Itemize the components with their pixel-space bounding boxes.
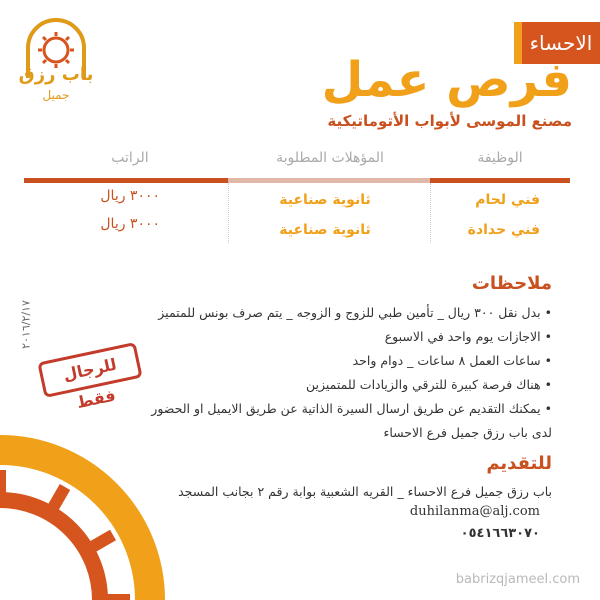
- row-2-salary: ٣٠٠٠ ريال: [100, 216, 160, 232]
- row-2-qualification: ثانوية صناعية: [279, 222, 371, 238]
- row-1-job: فني لحام: [475, 192, 540, 208]
- logo-name: باب رزق: [18, 64, 94, 85]
- header-divider: [228, 178, 430, 183]
- apply-address: باب رزق جميل فرع الاحساء _ القريه الشعبية بوابة رقم ٢ بجانب المسجد: [178, 484, 552, 499]
- header-salary: الراتب: [111, 150, 149, 166]
- logo-subtitle: جميل: [42, 88, 70, 102]
- row-1-salary: ٣٠٠٠ ريال: [100, 188, 160, 204]
- apply-phone: ٠٥٤١٦٦٣٠٧٠: [460, 526, 540, 541]
- watermark: babrizqjameel.com: [455, 572, 580, 587]
- company-name: مصنع الموسى لأبواب الأتوماتيكية: [327, 112, 572, 130]
- men-only-stamp: للرجال فقط: [37, 342, 142, 398]
- notes-title: ملاحظات: [471, 273, 552, 294]
- page-title: فرص عمل: [321, 52, 572, 108]
- row-2-job: فني حدادة: [467, 222, 540, 238]
- sun-decoration-icon: [0, 430, 170, 600]
- note-item: • بدل نقل ٣٠٠ ريال _ تأمين طبي للزوج و الزوجه _ يتم صرف بونس للمتميز: [158, 305, 552, 320]
- note-continuation: لدى باب رزق جميل فرع الاحساء: [383, 425, 552, 440]
- column-separator: [228, 183, 229, 243]
- post-date: ٢٠١٦/٢/١٧: [19, 300, 33, 349]
- region-tag: الاحساء: [522, 22, 600, 64]
- note-item: • يمكنك التقديم عن طريق ارسال السيرة الذاتية عن طريق الايميل او الحضور: [151, 401, 552, 416]
- note-item: • ساعات العمل ٨ ساعات _ دوام واحد: [352, 353, 552, 368]
- header-qualifications: المؤهلات المطلوبة: [276, 150, 384, 166]
- row-1-qualification: ثانوية صناعية: [279, 192, 371, 208]
- notes-list: [100, 301, 552, 421]
- note-item: • الاجازات يوم واحد في الاسبوع: [384, 329, 552, 344]
- header-divider: [24, 178, 228, 183]
- apply-email-link[interactable]: duhilanma@alj.com: [409, 504, 540, 519]
- column-separator: [430, 183, 431, 243]
- note-item: • هناك فرصة كبيرة للترقي والزيادات للمتميزين: [306, 377, 552, 392]
- header-divider: [430, 178, 570, 183]
- apply-title: للتقديم: [486, 453, 552, 474]
- header-job: الوظيفة: [477, 150, 523, 166]
